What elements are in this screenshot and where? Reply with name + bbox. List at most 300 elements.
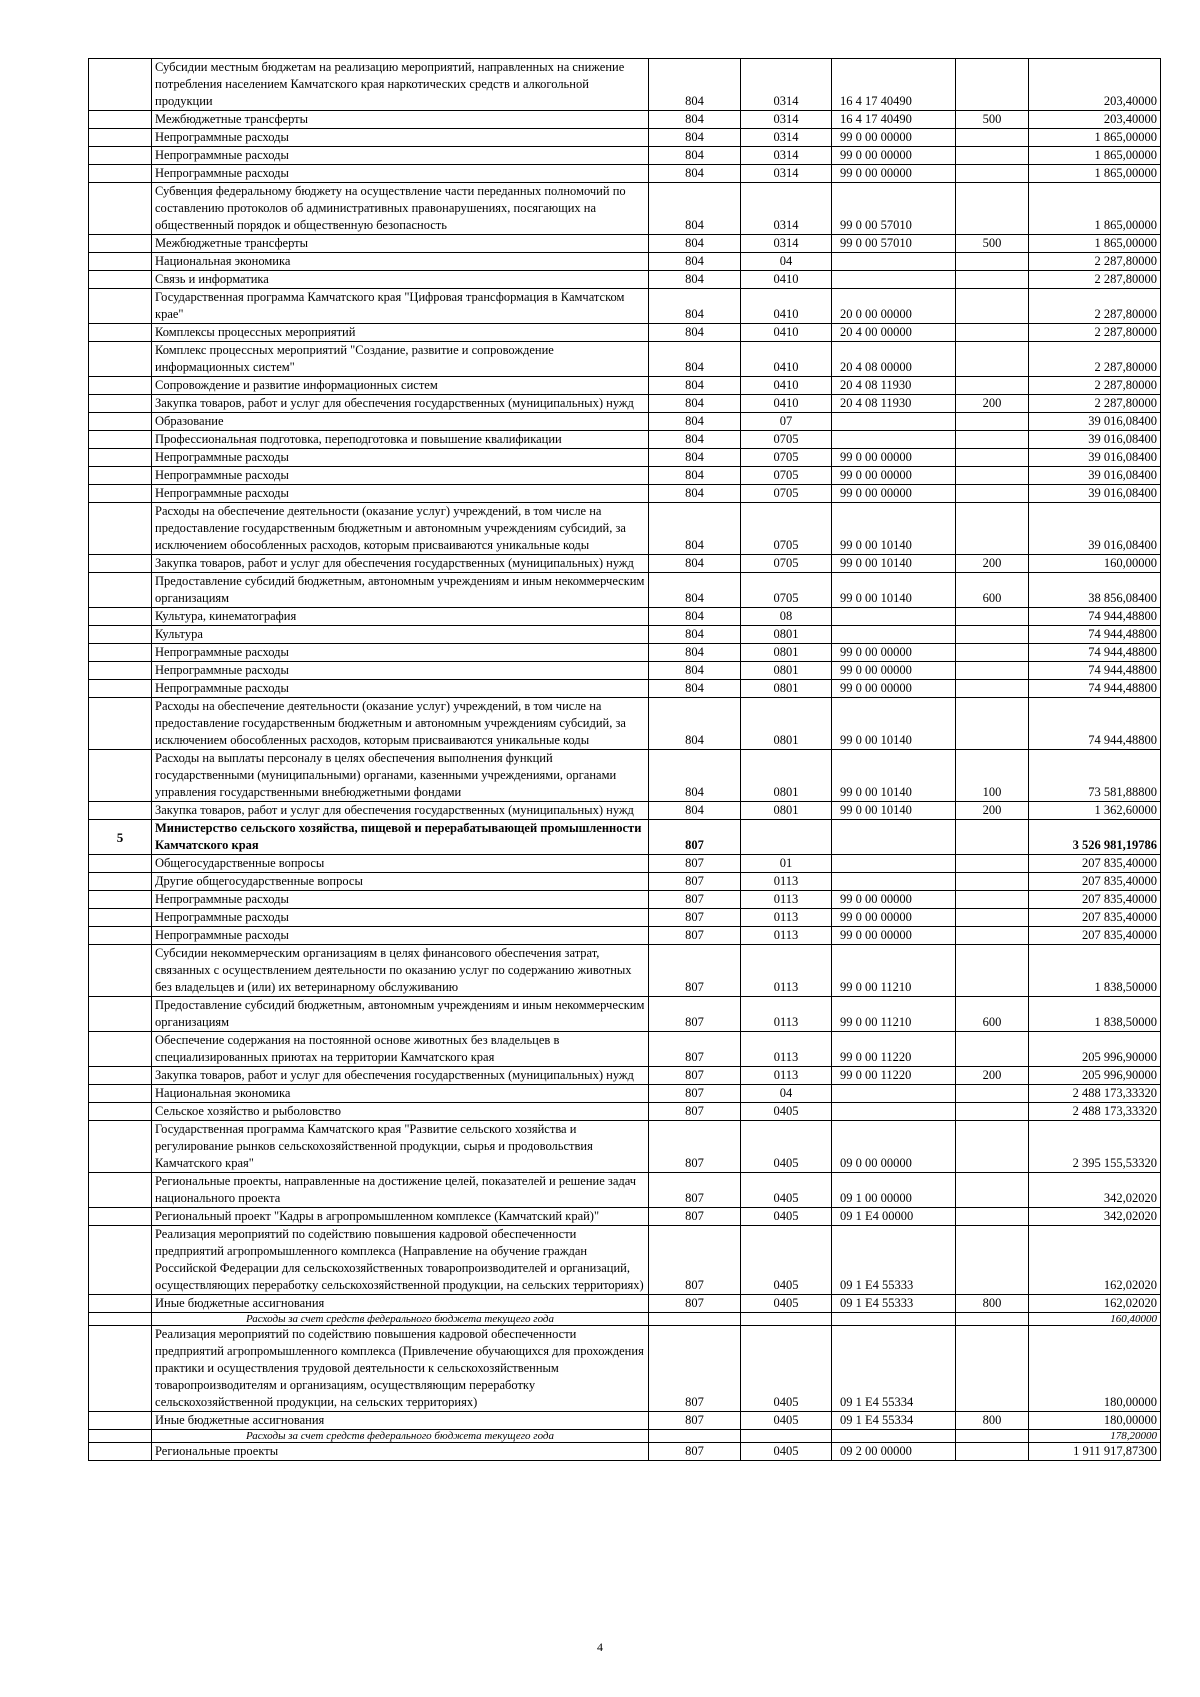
section-code-cell: 0410 xyxy=(741,395,832,413)
item-name-cell: Сопровождение и развитие информационных систем xyxy=(152,377,649,395)
target-article-cell: 99 0 00 10140 xyxy=(832,573,956,608)
table-row xyxy=(89,342,1161,377)
amount-cell: 207 835,40000 xyxy=(1029,855,1161,873)
amount-cell: 2 287,80000 xyxy=(1029,289,1161,324)
expense-type-cell xyxy=(956,1208,1029,1226)
item-name-cell: Субвенция федеральному бюджету на осуществление части переданных полномочий по составлению протоколов об административных правонарушениях, посягающих на общественный порядок и общественную безопасность xyxy=(152,183,649,235)
row-number-cell xyxy=(89,1085,152,1103)
target-article-cell: 99 0 00 57010 xyxy=(832,235,956,253)
department-code-cell: 804 xyxy=(649,413,741,431)
table-row xyxy=(89,235,1161,253)
target-article-cell xyxy=(832,1103,956,1121)
section-code-cell: 0113 xyxy=(741,997,832,1032)
row-number-cell xyxy=(89,1173,152,1208)
section-code-cell: 0801 xyxy=(741,698,832,750)
target-article-cell: 99 0 00 11220 xyxy=(832,1032,956,1067)
amount-cell: 162,02020 xyxy=(1029,1226,1161,1295)
amount-cell: 2 287,80000 xyxy=(1029,324,1161,342)
department-code-cell: 804 xyxy=(649,485,741,503)
target-article-cell xyxy=(832,626,956,644)
department-code-cell xyxy=(649,1313,741,1326)
expense-type-cell xyxy=(956,644,1029,662)
amount-cell: 1 865,00000 xyxy=(1029,165,1161,183)
section-code-cell: 0405 xyxy=(741,1208,832,1226)
section-code-cell: 0113 xyxy=(741,909,832,927)
target-article-cell: 09 2 00 00000 xyxy=(832,1443,956,1461)
expense-type-cell: 200 xyxy=(956,1067,1029,1085)
expense-type-cell xyxy=(956,289,1029,324)
expense-type-cell: 200 xyxy=(956,555,1029,573)
amount-cell: 74 944,48800 xyxy=(1029,680,1161,698)
page-number: 4 xyxy=(597,1640,603,1654)
target-article-cell: 09 1 00 00000 xyxy=(832,1173,956,1208)
amount-cell: 205 996,90000 xyxy=(1029,1067,1161,1085)
row-number-cell xyxy=(89,1226,152,1295)
item-name-cell: Сельское хозяйство и рыболовство xyxy=(152,1103,649,1121)
target-article-cell: 20 0 00 00000 xyxy=(832,289,956,324)
expense-type-cell xyxy=(956,165,1029,183)
target-article-cell: 09 1 E4 55334 xyxy=(832,1326,956,1412)
table-row xyxy=(89,183,1161,235)
item-name-cell: Субсидии местным бюджетам на реализацию мероприятий, направленных на снижение потребления населением Камчатского края наркотических средств и алкогольной продукции xyxy=(152,59,649,111)
department-code-cell: 804 xyxy=(649,253,741,271)
department-code-cell: 804 xyxy=(649,59,741,111)
expense-type-cell xyxy=(956,1326,1029,1412)
department-code-cell: 807 xyxy=(649,1226,741,1295)
department-code-cell: 807 xyxy=(649,1443,741,1461)
expense-type-cell xyxy=(956,1121,1029,1173)
section-header-row xyxy=(89,820,1161,855)
target-article-cell: 99 0 00 00000 xyxy=(832,449,956,467)
section-code-cell: 08 xyxy=(741,608,832,626)
row-number-cell xyxy=(89,891,152,909)
department-code-cell: 804 xyxy=(649,467,741,485)
target-article-cell xyxy=(832,1430,956,1443)
department-code-cell: 804 xyxy=(649,129,741,147)
row-number-cell xyxy=(89,503,152,555)
row-number-cell xyxy=(89,485,152,503)
table-row xyxy=(89,449,1161,467)
table-row xyxy=(89,909,1161,927)
amount-cell: 2 488 173,33320 xyxy=(1029,1085,1161,1103)
expense-type-cell: 200 xyxy=(956,802,1029,820)
expense-type-cell xyxy=(956,1173,1029,1208)
table-row xyxy=(89,626,1161,644)
target-article-cell: 99 0 00 10140 xyxy=(832,802,956,820)
item-name-cell: Непрограммные расходы xyxy=(152,165,649,183)
department-code-cell: 807 xyxy=(649,1173,741,1208)
expense-type-cell xyxy=(956,467,1029,485)
row-number-cell xyxy=(89,1313,152,1326)
section-code-cell: 0410 xyxy=(741,324,832,342)
department-code-cell: 804 xyxy=(649,802,741,820)
amount-cell: 342,02020 xyxy=(1029,1208,1161,1226)
section-code-cell: 0314 xyxy=(741,147,832,165)
section-code-cell: 04 xyxy=(741,253,832,271)
item-name-cell: Предоставление субсидий бюджетным, автономным учреждениям и иным некоммерческим организациям xyxy=(152,997,649,1032)
row-number-cell xyxy=(89,1295,152,1313)
amount-cell: 178,20000 xyxy=(1029,1430,1161,1443)
row-number-cell xyxy=(89,253,152,271)
row-number-cell: 5 xyxy=(89,820,152,855)
item-name-cell: Расходы на обеспечение деятельности (оказание услуг) учреждений, в том числе на предоставление государственным бюджетным и автономным учреждениям субсидий, за исключением обособленных расходов, которым присваиваются уникальные коды xyxy=(152,698,649,750)
section-code-cell: 0410 xyxy=(741,377,832,395)
department-code-cell: 804 xyxy=(649,680,741,698)
item-name-cell: Общегосударственные вопросы xyxy=(152,855,649,873)
amount-cell: 39 016,08400 xyxy=(1029,503,1161,555)
item-name-cell: Государственная программа Камчатского края "Развитие сельского хозяйства и регулирование рынков сельскохозяйственной продукции, сырья и продовольствия Камчатского края" xyxy=(152,1121,649,1173)
expense-type-cell xyxy=(956,503,1029,555)
expense-type-cell: 100 xyxy=(956,750,1029,802)
expense-type-cell xyxy=(956,413,1029,431)
row-number-cell xyxy=(89,1103,152,1121)
table-row xyxy=(89,413,1161,431)
section-code-cell: 0113 xyxy=(741,891,832,909)
table-row xyxy=(89,608,1161,626)
department-code-cell: 807 xyxy=(649,1103,741,1121)
department-code-cell: 807 xyxy=(649,1295,741,1313)
amount-cell: 1 865,00000 xyxy=(1029,147,1161,165)
table-row xyxy=(89,680,1161,698)
target-article-cell: 99 0 00 00000 xyxy=(832,129,956,147)
row-number-cell xyxy=(89,997,152,1032)
item-name-cell: Непрограммные расходы xyxy=(152,909,649,927)
row-number-cell xyxy=(89,626,152,644)
section-code-cell xyxy=(741,1430,832,1443)
target-article-cell: 99 0 00 00000 xyxy=(832,927,956,945)
amount-cell: 1 911 917,87300 xyxy=(1029,1443,1161,1461)
table-row xyxy=(89,1326,1161,1412)
department-code-cell: 804 xyxy=(649,698,741,750)
department-code-cell: 807 xyxy=(649,1032,741,1067)
target-article-cell xyxy=(832,873,956,891)
amount-cell: 1 865,00000 xyxy=(1029,129,1161,147)
section-code-cell: 0705 xyxy=(741,555,832,573)
target-article-cell: 09 1 E4 55333 xyxy=(832,1295,956,1313)
target-article-cell: 99 0 00 10140 xyxy=(832,555,956,573)
amount-cell: 2 287,80000 xyxy=(1029,271,1161,289)
table-row xyxy=(89,467,1161,485)
table-row xyxy=(89,891,1161,909)
row-number-cell xyxy=(89,555,152,573)
expense-type-cell xyxy=(956,626,1029,644)
table-row xyxy=(89,662,1161,680)
amount-cell: 1 865,00000 xyxy=(1029,183,1161,235)
item-name-cell: Министерство сельского хозяйства, пищевой и перерабатывающей промышленности Камчатского края xyxy=(152,820,649,855)
item-name-cell: Непрограммные расходы xyxy=(152,680,649,698)
department-code-cell: 804 xyxy=(649,271,741,289)
table-row xyxy=(89,1412,1161,1430)
table-row xyxy=(89,129,1161,147)
section-code-cell: 0314 xyxy=(741,111,832,129)
item-name-cell: Непрограммные расходы xyxy=(152,147,649,165)
target-article-cell: 99 0 00 00000 xyxy=(832,644,956,662)
amount-cell: 1 865,00000 xyxy=(1029,235,1161,253)
expense-type-cell xyxy=(956,927,1029,945)
table-row xyxy=(89,555,1161,573)
row-number-cell xyxy=(89,927,152,945)
table-row xyxy=(89,324,1161,342)
expense-type-cell xyxy=(956,485,1029,503)
target-article-cell xyxy=(832,413,956,431)
row-number-cell xyxy=(89,750,152,802)
item-name-cell: Региональные проекты, направленные на достижение целей, показателей и решение задач национального проекта xyxy=(152,1173,649,1208)
section-code-cell: 0113 xyxy=(741,873,832,891)
section-code-cell: 0801 xyxy=(741,626,832,644)
table-row xyxy=(89,1295,1161,1313)
expense-type-cell xyxy=(956,1430,1029,1443)
item-name-cell: Профессиональная подготовка, переподготовка и повышение квалификации xyxy=(152,431,649,449)
department-code-cell: 807 xyxy=(649,855,741,873)
item-name-cell: Национальная экономика xyxy=(152,253,649,271)
department-code-cell: 807 xyxy=(649,1412,741,1430)
section-code-cell: 0801 xyxy=(741,680,832,698)
item-name-cell: Расходы за счет средств федерального бюджета текущего года xyxy=(152,1313,649,1326)
amount-cell: 3 526 981,19786 xyxy=(1029,820,1161,855)
target-article-cell: 99 0 00 00000 xyxy=(832,909,956,927)
target-article-cell: 99 0 00 11210 xyxy=(832,945,956,997)
item-name-cell: Комплексы процессных мероприятий xyxy=(152,324,649,342)
row-number-cell xyxy=(89,855,152,873)
table-row xyxy=(89,59,1161,111)
department-code-cell xyxy=(649,1430,741,1443)
target-article-cell: 99 0 00 00000 xyxy=(832,467,956,485)
note-row xyxy=(89,1430,1161,1443)
department-code-cell: 807 xyxy=(649,997,741,1032)
department-code-cell: 804 xyxy=(649,235,741,253)
section-code-cell: 0405 xyxy=(741,1173,832,1208)
amount-cell: 1 362,60000 xyxy=(1029,802,1161,820)
table-row xyxy=(89,271,1161,289)
expense-type-cell: 500 xyxy=(956,235,1029,253)
department-code-cell: 807 xyxy=(649,820,741,855)
section-code-cell: 0405 xyxy=(741,1103,832,1121)
table-row xyxy=(89,485,1161,503)
section-code-cell: 0405 xyxy=(741,1412,832,1430)
note-row xyxy=(89,1313,1161,1326)
table-row xyxy=(89,573,1161,608)
item-name-cell: Закупка товаров, работ и услуг для обеспечения государственных (муниципальных) нужд xyxy=(152,802,649,820)
expense-type-cell xyxy=(956,820,1029,855)
table-row xyxy=(89,644,1161,662)
row-number-cell xyxy=(89,945,152,997)
section-code-cell: 0314 xyxy=(741,129,832,147)
section-code-cell xyxy=(741,1313,832,1326)
department-code-cell: 804 xyxy=(649,395,741,413)
amount-cell: 2 287,80000 xyxy=(1029,342,1161,377)
department-code-cell: 807 xyxy=(649,873,741,891)
target-article-cell: 16 4 17 40490 xyxy=(832,111,956,129)
table-row xyxy=(89,147,1161,165)
expense-type-cell xyxy=(956,680,1029,698)
item-name-cell: Непрограммные расходы xyxy=(152,449,649,467)
row-number-cell xyxy=(89,449,152,467)
row-number-cell xyxy=(89,680,152,698)
item-name-cell: Непрограммные расходы xyxy=(152,891,649,909)
amount-cell: 38 856,08400 xyxy=(1029,573,1161,608)
target-article-cell: 09 1 E4 55333 xyxy=(832,1226,956,1295)
expense-type-cell xyxy=(956,909,1029,927)
amount-cell: 203,40000 xyxy=(1029,59,1161,111)
section-code-cell: 0113 xyxy=(741,945,832,997)
section-code-cell: 0405 xyxy=(741,1226,832,1295)
target-article-cell: 99 0 00 00000 xyxy=(832,680,956,698)
row-number-cell xyxy=(89,909,152,927)
table-row xyxy=(89,431,1161,449)
expense-type-cell xyxy=(956,855,1029,873)
amount-cell: 2 287,80000 xyxy=(1029,395,1161,413)
target-article-cell: 99 0 00 00000 xyxy=(832,485,956,503)
section-code-cell: 01 xyxy=(741,855,832,873)
target-article-cell: 16 4 17 40490 xyxy=(832,59,956,111)
row-number-cell xyxy=(89,289,152,324)
department-code-cell: 804 xyxy=(649,289,741,324)
item-name-cell: Реализация мероприятий по содействию повышения кадровой обеспеченности предприятий агропромышленного комплекса (Направление на обучение граждан Российской Федерации для сельскохозяйственных товаропроизводителей и организаций, осуществляющих переработку сельскохозяйственной продукции, на сельских территориях) xyxy=(152,1226,649,1295)
department-code-cell: 807 xyxy=(649,1067,741,1085)
item-name-cell: Закупка товаров, работ и услуг для обеспечения государственных (муниципальных) нужд xyxy=(152,1067,649,1085)
amount-cell: 39 016,08400 xyxy=(1029,485,1161,503)
department-code-cell: 807 xyxy=(649,927,741,945)
expense-type-cell xyxy=(956,1313,1029,1326)
section-code-cell: 0801 xyxy=(741,802,832,820)
department-code-cell: 804 xyxy=(649,147,741,165)
amount-cell: 203,40000 xyxy=(1029,111,1161,129)
target-article-cell xyxy=(832,271,956,289)
department-code-cell: 807 xyxy=(649,1208,741,1226)
amount-cell: 1 838,50000 xyxy=(1029,997,1161,1032)
expense-type-cell xyxy=(956,873,1029,891)
expense-type-cell: 600 xyxy=(956,997,1029,1032)
target-article-cell: 99 0 00 57010 xyxy=(832,183,956,235)
department-code-cell: 804 xyxy=(649,342,741,377)
department-code-cell: 807 xyxy=(649,945,741,997)
target-article-cell: 99 0 00 10140 xyxy=(832,750,956,802)
table-row xyxy=(89,1173,1161,1208)
item-name-cell: Иные бюджетные ассигнования xyxy=(152,1295,649,1313)
section-code-cell: 0410 xyxy=(741,271,832,289)
row-number-cell xyxy=(89,413,152,431)
item-name-cell: Культура, кинематография xyxy=(152,608,649,626)
row-number-cell xyxy=(89,147,152,165)
section-code-cell: 0801 xyxy=(741,662,832,680)
table-row xyxy=(89,1121,1161,1173)
section-code-cell xyxy=(741,820,832,855)
expense-type-cell xyxy=(956,59,1029,111)
department-code-cell: 807 xyxy=(649,1326,741,1412)
row-number-cell xyxy=(89,802,152,820)
amount-cell: 207 835,40000 xyxy=(1029,891,1161,909)
expense-type-cell xyxy=(956,891,1029,909)
row-number-cell xyxy=(89,324,152,342)
item-name-cell: Межбюджетные трансферты xyxy=(152,111,649,129)
section-code-cell: 0314 xyxy=(741,183,832,235)
expense-type-cell: 600 xyxy=(956,573,1029,608)
row-number-cell xyxy=(89,662,152,680)
amount-cell: 39 016,08400 xyxy=(1029,413,1161,431)
section-code-cell: 0410 xyxy=(741,342,832,377)
table-row xyxy=(89,377,1161,395)
expense-type-cell xyxy=(956,253,1029,271)
target-article-cell: 20 4 00 00000 xyxy=(832,324,956,342)
item-name-cell: Предоставление субсидий бюджетным, автономным учреждениям и иным некоммерческим организациям xyxy=(152,573,649,608)
amount-cell: 73 581,88800 xyxy=(1029,750,1161,802)
amount-cell: 1 838,50000 xyxy=(1029,945,1161,997)
table-row xyxy=(89,503,1161,555)
department-code-cell: 804 xyxy=(649,555,741,573)
expense-type-cell xyxy=(956,342,1029,377)
target-article-cell: 99 0 00 10140 xyxy=(832,698,956,750)
budget-table xyxy=(88,58,1161,1461)
amount-cell: 160,40000 xyxy=(1029,1313,1161,1326)
item-name-cell: Непрограммные расходы xyxy=(152,485,649,503)
section-code-cell: 0410 xyxy=(741,289,832,324)
target-article-cell xyxy=(832,820,956,855)
amount-cell: 207 835,40000 xyxy=(1029,873,1161,891)
amount-cell: 74 944,48800 xyxy=(1029,644,1161,662)
row-number-cell xyxy=(89,1067,152,1085)
section-code-cell: 0405 xyxy=(741,1443,832,1461)
target-article-cell: 99 0 00 11210 xyxy=(832,997,956,1032)
amount-cell: 74 944,48800 xyxy=(1029,626,1161,644)
item-name-cell: Другие общегосударственные вопросы xyxy=(152,873,649,891)
target-article-cell: 99 0 00 00000 xyxy=(832,165,956,183)
expense-type-cell xyxy=(956,129,1029,147)
section-code-cell: 0405 xyxy=(741,1295,832,1313)
table-row xyxy=(89,855,1161,873)
item-name-cell: Расходы за счет средств федерального бюджета текущего года xyxy=(152,1430,649,1443)
expense-type-cell xyxy=(956,1103,1029,1121)
section-code-cell: 0113 xyxy=(741,1067,832,1085)
item-name-cell: Закупка товаров, работ и услуг для обеспечения государственных (муниципальных) нужд xyxy=(152,555,649,573)
item-name-cell: Иные бюджетные ассигнования xyxy=(152,1412,649,1430)
expense-type-cell: 800 xyxy=(956,1412,1029,1430)
department-code-cell: 804 xyxy=(649,431,741,449)
table-row xyxy=(89,111,1161,129)
item-name-cell: Непрограммные расходы xyxy=(152,467,649,485)
row-number-cell xyxy=(89,467,152,485)
target-article-cell xyxy=(832,253,956,271)
row-number-cell xyxy=(89,873,152,891)
department-code-cell: 804 xyxy=(649,111,741,129)
expense-type-cell: 800 xyxy=(956,1295,1029,1313)
amount-cell: 207 835,40000 xyxy=(1029,909,1161,927)
item-name-cell: Культура xyxy=(152,626,649,644)
expense-type-cell xyxy=(956,662,1029,680)
expense-type-cell: 200 xyxy=(956,395,1029,413)
item-name-cell: Комплекс процессных мероприятий "Создание, развитие и сопровождение информационных систем" xyxy=(152,342,649,377)
section-code-cell: 0705 xyxy=(741,503,832,555)
table-row xyxy=(89,165,1161,183)
target-article-cell: 20 4 08 00000 xyxy=(832,342,956,377)
amount-cell: 162,02020 xyxy=(1029,1295,1161,1313)
amount-cell: 207 835,40000 xyxy=(1029,927,1161,945)
table-row xyxy=(89,1085,1161,1103)
item-name-cell: Расходы на обеспечение деятельности (оказание услуг) учреждений, в том числе на предоставление государственным бюджетным и автономным учреждениям субсидий, за исключением обособленных расходов, которым присваиваются уникальные коды xyxy=(152,503,649,555)
expense-type-cell xyxy=(956,431,1029,449)
department-code-cell: 804 xyxy=(649,662,741,680)
target-article-cell xyxy=(832,431,956,449)
amount-cell: 74 944,48800 xyxy=(1029,698,1161,750)
item-name-cell: Связь и информатика xyxy=(152,271,649,289)
expense-type-cell xyxy=(956,945,1029,997)
target-article-cell: 09 1 E4 00000 xyxy=(832,1208,956,1226)
row-number-cell xyxy=(89,1412,152,1430)
expense-type-cell xyxy=(956,1443,1029,1461)
row-number-cell xyxy=(89,59,152,111)
row-number-cell xyxy=(89,342,152,377)
department-code-cell: 804 xyxy=(649,608,741,626)
department-code-cell: 804 xyxy=(649,573,741,608)
